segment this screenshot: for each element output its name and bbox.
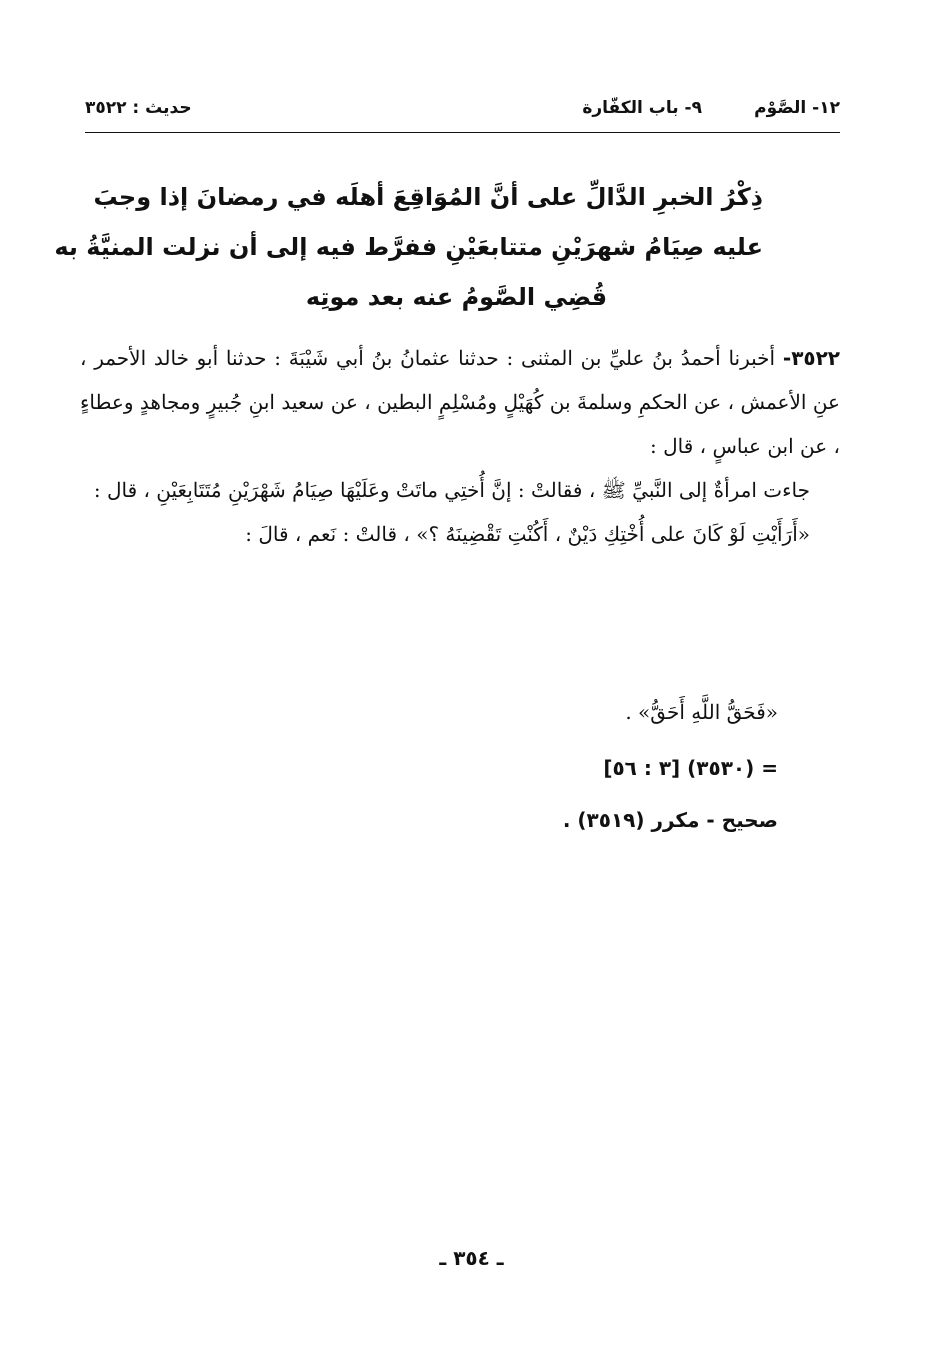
matn-paragraph-2: «أَرَأَيْتِ لَوْ كَانَ على أُخْتِكِ دَيْنٌ ، أَكُنْتِ تَقْضِينَهُ ؟» ، قالتْ : نَعم ، قالَ : xyxy=(245,522,810,546)
page-number: ـ ٣٥٤ ـ xyxy=(439,1246,504,1270)
prophet-reply: «فَحَقُّ اللَّهِ أَحَقُّ» . xyxy=(625,700,778,724)
heading-line-2: عليه صِيَامُ شهرَيْنِ متتابعَيْنِ ففرَّط فيه إلى أن نزلت المنيَّةُ به xyxy=(54,233,763,261)
hadith-number: ٣٥٢٢- xyxy=(782,346,841,370)
matn-paragraph-1: جاءت امرأةٌ إلى النَّبيِّ ﷺ ، فقالتْ : إنَّ أُختِي ماتَتْ وعَلَيْهَا صِيَامُ شَهْرَيْنِ مُتَتَابِعَيْنِ ، قال : xyxy=(93,478,810,502)
chapter-title: ١٢- الصَّوْم xyxy=(754,98,840,118)
chapter-heading xyxy=(54,172,763,322)
hadith-reference: حديث : ٣٥٢٢ xyxy=(85,98,192,118)
isnad-paragraph xyxy=(80,336,840,468)
grading-note: صحيح - مكرر (٣٥١٩) . xyxy=(562,808,778,832)
heading-line-1: ذِكْرُ الخبرِ الدَّالِّ على أنَّ المُوَاقِعَ أهلَه في رمضانَ إذا وجبَ xyxy=(93,183,763,211)
running-header xyxy=(85,96,840,128)
header-divider xyxy=(85,132,840,133)
section-title: ٩- باب الكفّارة xyxy=(582,98,702,118)
isnad-text: أخبرنا أحمدُ بنُ عليِّ بن المثنى : حدثنا عثمانُ بنُ أبي شَيْبَةَ : حدثنا أبو خالد الأحمر ، عنِ الأعمش ، عن الحكمِ وسلمةَ بن كُهَيْلٍ ومُسْلِمٍ البطين ، عن سعيد ابنِ جُبيرٍ ومجاهدٍ وعطاءٍ ، عن ابن عباسٍ ، قال : xyxy=(80,346,840,458)
heading-line-3: قُضِي الصَّومُ عنه بعد موتِه xyxy=(305,283,608,311)
cross-reference: = (٣٥٣٠) [٣ : ٥٦] xyxy=(603,756,778,780)
hadith-text xyxy=(80,336,840,556)
